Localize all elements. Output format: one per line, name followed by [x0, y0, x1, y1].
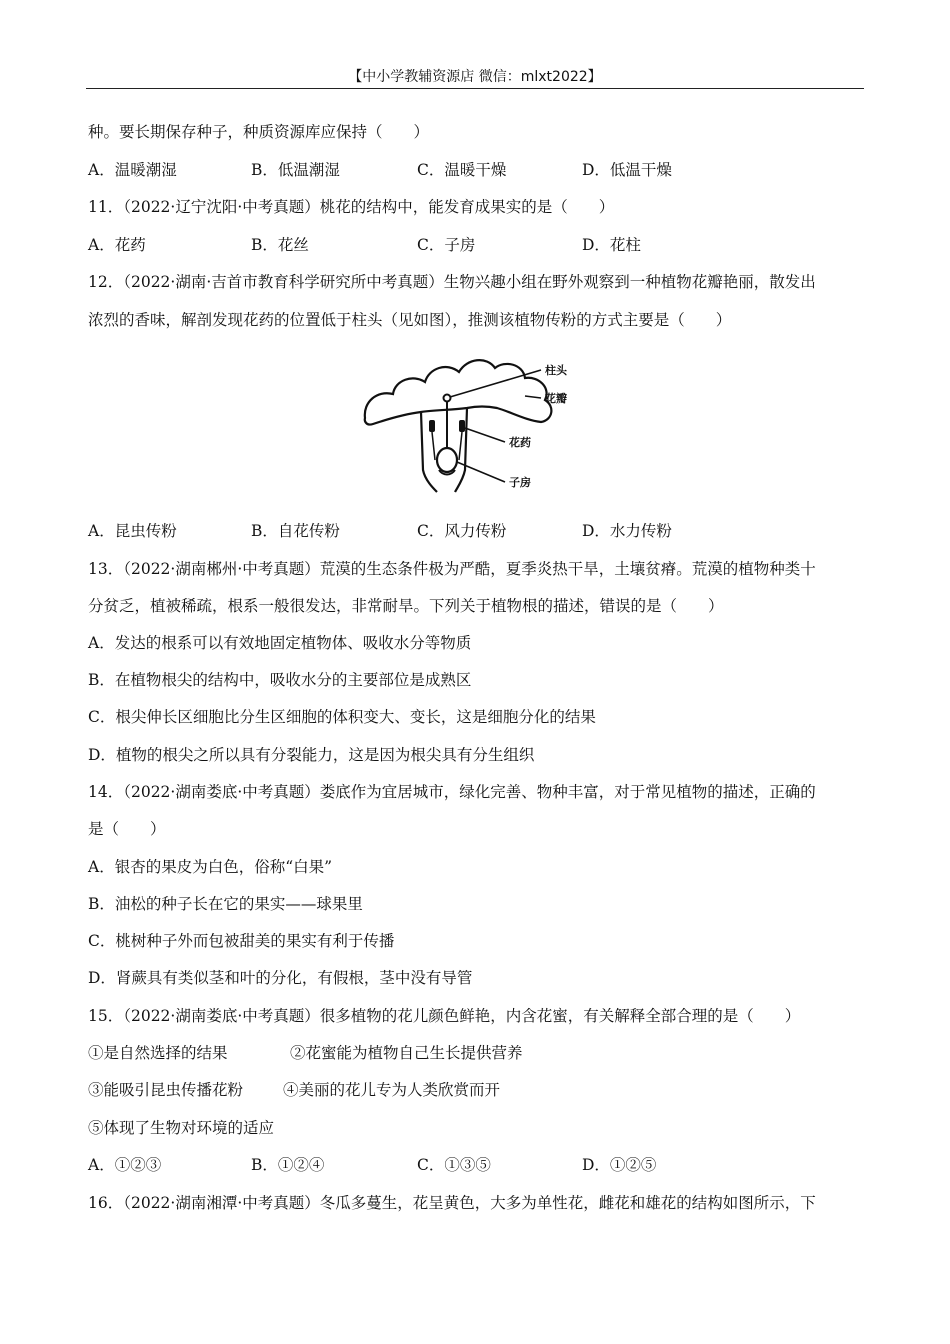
header-rule — [86, 88, 864, 89]
page-header: 【中小学教辅资源店 微信：mlxt2022】 — [348, 69, 602, 85]
q13-stem-line1: 13．（2022·湖南郴州·中考真题）荒漠的生态条件极为严酷，夏季炎热干旱，土壤贫瘠。荒漠的植物种类十 — [88, 560, 816, 578]
q14-option-a: A．银杏的果皮为白色，俗称“白果” — [88, 858, 333, 876]
q15-statement-4: ④美丽的花儿专为人类欣赏而开 — [283, 1081, 501, 1099]
filament-right — [459, 432, 462, 460]
flower-diagram-svg — [355, 350, 595, 495]
q10-option-b: B．低温潮湿 — [251, 161, 340, 179]
q11-option-d: D．花柱 — [582, 236, 641, 254]
q12-stem-line2: 浓烈的香味，解剖发现花药的位置低于柱头（见如图），推测该植物传粉的方式主要是（ ） — [88, 311, 732, 329]
q10-option-a: A．温暖潮湿 — [88, 161, 177, 179]
q15-option-a: A．①②③ — [88, 1156, 162, 1174]
q12-option-b: B．自花传粉 — [251, 522, 340, 540]
petal-outline — [365, 360, 552, 424]
q11-option-c: C．子房 — [417, 236, 476, 254]
q13-option-b: B．在植物根尖的结构中，吸收水分的主要部位是成熟区 — [88, 671, 472, 689]
q14-option-d: D．肾蕨具有类似茎和叶的分化，有假根，茎中没有导管 — [88, 969, 473, 987]
label-petal: 花瓣 — [545, 392, 567, 405]
filament-left — [432, 432, 435, 460]
q15-option-c: C．①③⑤ — [417, 1156, 491, 1174]
q15-statement-5: ⑤体现了生物对环境的适应 — [88, 1119, 275, 1137]
q14-stem-line2: 是（ ） — [88, 820, 166, 838]
q13-option-c: C．根尖伸长区细胞比分生区细胞的体积变大、变长，这是细胞分化的结果 — [88, 708, 596, 726]
q12-option-d: D．水力传粉 — [582, 522, 672, 540]
q15-stem: 15．（2022·湖南娄底·中考真题）很多植物的花儿颜色鲜艳，内含花蜜，有关解释全部合理的是（ ） — [88, 1007, 801, 1025]
q15-statement-2: ②花蜜能为植物自己生长提供营养 — [290, 1044, 523, 1062]
q10-option-c: C．温暖干燥 — [417, 161, 507, 179]
q12-option-c: C．风力传粉 — [417, 522, 507, 540]
leader-anther — [465, 428, 505, 442]
q12-option-a: A．昆虫传粉 — [88, 522, 177, 540]
label-anther: 花药 — [509, 436, 531, 449]
label-ovary: 子房 — [509, 476, 531, 489]
leader-petal — [525, 396, 541, 398]
q14-option-c: C．桃树种子外而包被甜美的果实有利于传播 — [88, 932, 395, 950]
q15-statement-1: ①是自然选择的结果 — [88, 1044, 228, 1062]
q13-option-a: A．发达的根系可以有效地固定植物体、吸收水分等物质 — [88, 634, 472, 652]
q15-option-d: D．①②⑤ — [582, 1156, 657, 1174]
label-stigma: 柱头 — [545, 364, 567, 377]
q10-stem: 种。要长期保存种子，种质资源库应保持（ ） — [88, 123, 430, 141]
stigma — [444, 395, 451, 402]
leader-stigma — [450, 370, 541, 397]
q10-option-d: D．低温干燥 — [582, 161, 672, 179]
q15-option-b: B．①②④ — [251, 1156, 325, 1174]
q11-option-a: A．花药 — [88, 236, 146, 254]
q13-option-d: D．植物的根尖之所以具有分裂能力，这是因为根尖具有分生组织 — [88, 746, 535, 764]
flower-diagram — [355, 350, 595, 495]
anther-left — [429, 420, 435, 432]
q13-stem-line2: 分贫乏，植被稀疏，根系一般很发达，非常耐旱。下列关于植物根的描述，错误的是（ ） — [88, 597, 724, 615]
q14-stem-line1: 14．（2022·湖南娄底·中考真题）娄底作为宜居城市，绿化完善、物种丰富，对于常见植物的描述，正确的 — [88, 783, 816, 801]
q15-statement-3: ③能吸引昆虫传播花粉 — [88, 1081, 244, 1099]
q11-option-b: B．花丝 — [251, 236, 309, 254]
q14-option-b: B．油松的种子长在它的果实——球果里 — [88, 895, 363, 913]
q11-stem: 11．（2022·辽宁沈阳·中考真题）桃花的结构中，能发育成果实的是（ ） — [88, 198, 615, 216]
anther-right — [459, 420, 465, 432]
q16-stem-line1: 16．（2022·湖南湘潭·中考真题）冬瓜多蔓生，花呈黄色，大多为单性花，雌花和雄花的结构如图所示，下 — [88, 1194, 816, 1212]
q12-stem-line1: 12．（2022·湖南·吉首市教育科学研究所中考真题）生物兴趣小组在野外观察到一种植物花瓣艳丽，散发出 — [88, 273, 816, 291]
ovary — [437, 448, 457, 472]
